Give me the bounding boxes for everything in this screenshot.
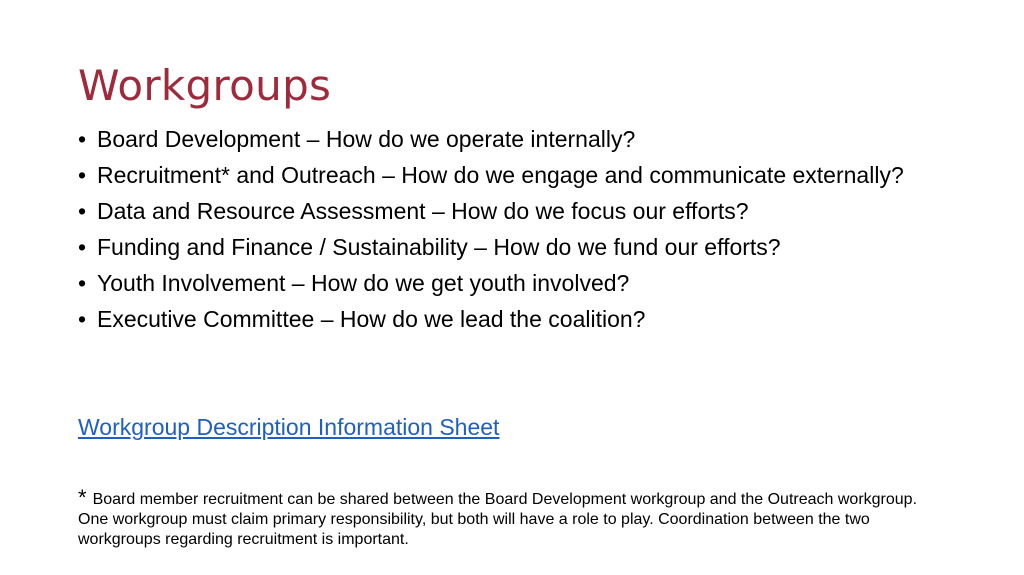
bullet-text: Recruitment* and Outreach – How do we engage and communicate externally? [97,162,904,188]
bullet-dot: • [78,234,87,260]
footnote-marker: * [78,485,87,510]
bullet-item-funding-finance [78,234,958,261]
bullet-dot: • [78,126,87,152]
bullet-text: Data and Resource Assessment – How do we focus our efforts? [97,198,749,224]
bullet-dot: • [78,162,87,188]
bullet-item-data-resource [78,198,958,225]
bullet-text: Funding and Finance / Sustainability – How do we fund our efforts? [97,234,781,260]
bullet-dot: • [78,306,87,332]
bullet-item-youth-involvement [78,270,958,297]
bullet-list [78,126,958,342]
bullet-text: Youth Involvement – How do we get youth involved? [97,270,630,296]
bullet-item-executive-committee [78,306,958,333]
bullet-item-board-development [78,126,958,153]
bullet-text: Board Development – How do we operate internally? [97,126,636,152]
bullet-dot: • [78,270,87,296]
workgroup-info-sheet-link[interactable]: Workgroup Description Information Sheet [78,414,500,440]
bullet-dot: • [78,198,87,224]
footnote-text: Board member recruitment can be shared between the Board Development workgroup and the Outreach workgroup. One workgroup must claim primary responsibility, but both will have a role to play. Coordination between the two workgroups regarding recruitment is important. [78,491,918,548]
bullet-text: Executive Committee – How do we lead the coalition? [97,306,646,332]
bullet-item-recruitment-outreach [78,162,958,189]
slide-title: Workgroups [78,61,332,110]
footnote [78,485,938,550]
